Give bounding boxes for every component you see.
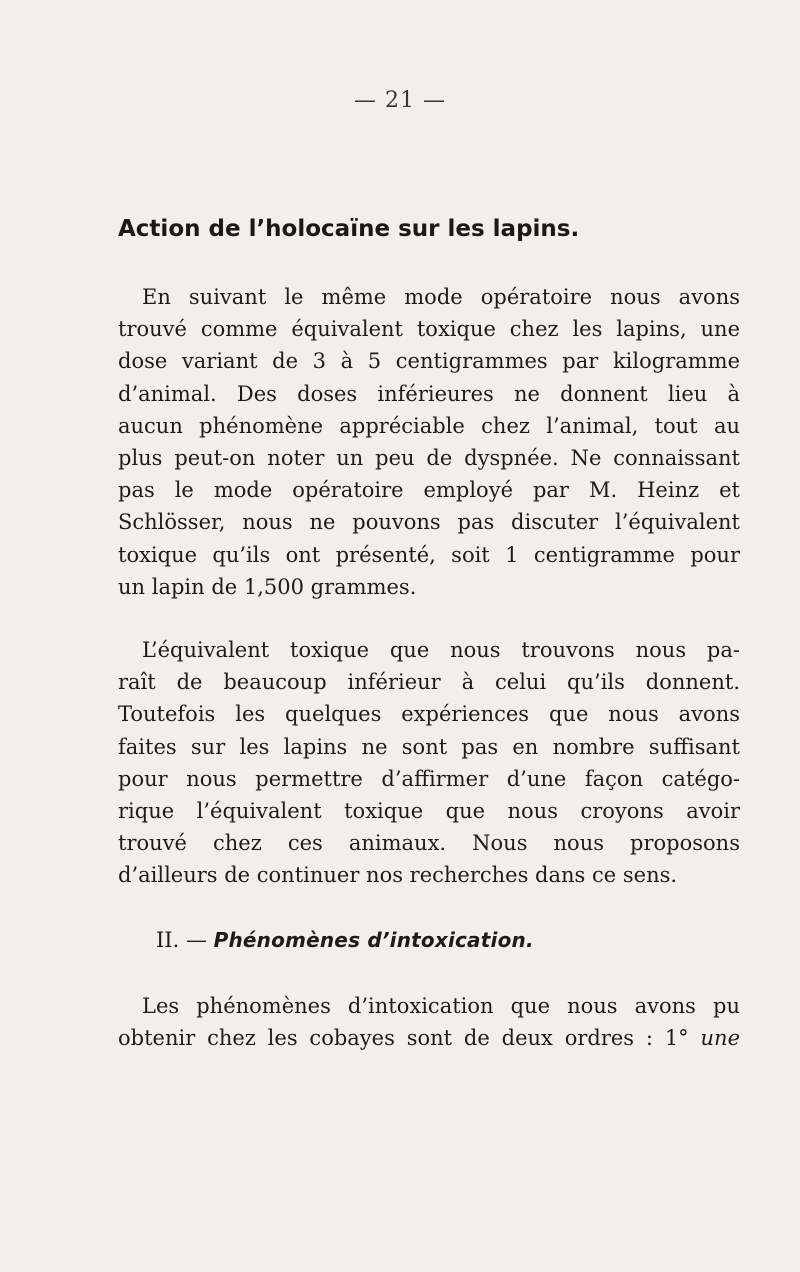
subsection-heading: [156, 928, 716, 952]
paragraph-line: toxique qu’ils ont présenté, soit 1 centigramme pour: [118, 542, 740, 567]
paragraph-line: dose variant de 3 à 5 centigrammes par kilogramme: [118, 349, 740, 374]
paragraph-line: pour nous permettre d’affirmer d’une façon catégo-: [118, 766, 740, 791]
paragraph-line: trouvé chez ces animaux. Nous nous proposons: [118, 831, 740, 856]
paragraph-line: rique l’équivalent toxique que nous croyons avoir: [118, 798, 740, 823]
subsection-title: Phénomènes d’intoxication.: [213, 928, 534, 952]
paragraph-line: Toutefois les quelques expériences que nous avons: [118, 702, 740, 727]
paragraph-1: [118, 281, 740, 603]
paragraph-line: Schlösser, nous ne pouvons pas discuter l’équivalent: [118, 510, 740, 535]
paragraph-2: [118, 634, 740, 892]
paragraph-line: Les phénomènes d’intoxication que nous avons pu: [142, 994, 740, 1018]
paragraph-line: d’ailleurs de continuer nos recherches dans ce sens.: [118, 863, 678, 888]
paragraph-line: plus peut-on noter un peu de dyspnée. Ne connaissant: [118, 445, 740, 470]
section-title: Action de l’holocaïne sur les lapins.: [118, 216, 580, 242]
paragraph-line: un lapin de 1,500 grammes.: [118, 574, 417, 599]
paragraph-line: trouvé comme équivalent toxique chez les lapins, une: [118, 317, 740, 342]
paragraph-line-final: [118, 1022, 740, 1054]
paragraph-line: En suivant le même mode opératoire nous avons: [142, 285, 740, 309]
paragraph-line: raît de beaucoup inférieur à celui qu’ils donnent.: [118, 670, 740, 695]
paragraph-line: d’animal. Des doses inférieures ne donnent lieu à: [118, 381, 740, 406]
italic-word: une: [700, 1026, 740, 1051]
paragraph-line: pas le mode opératoire employé par M. Heinz et: [118, 478, 740, 503]
paragraph-line-text: obtenir chez les cobayes sont de deux ordres : 1°: [118, 1026, 701, 1051]
paragraph-line: aucun phénomène appréciable chez l’animal, tout au: [118, 413, 740, 438]
paragraph-line: faites sur les lapins ne sont pas en nombre suffisant: [118, 734, 740, 759]
subsection-numeral: II. —: [156, 928, 214, 952]
paragraph-line: L’équivalent toxique que nous trouvons nous pa-: [142, 638, 740, 662]
paragraph-3: [118, 990, 740, 1054]
page-number: — 21 —: [354, 88, 446, 113]
